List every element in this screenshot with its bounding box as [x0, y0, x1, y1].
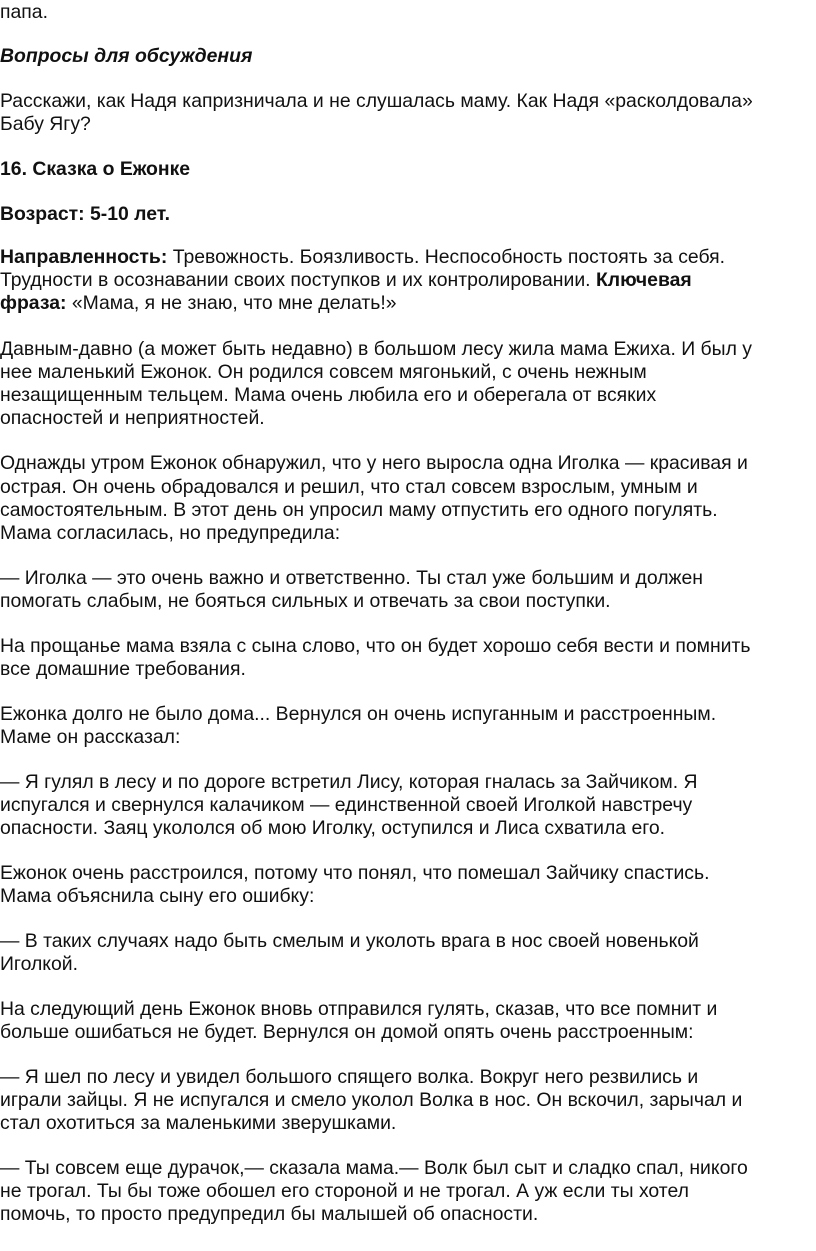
text-line: нее маленький Ежонок. Он родился совсем мягонький, с очень нежным: [0, 361, 647, 383]
text-line: Однажды утром Ежонок обнаружил, что у него выросла одна Иголка — красивая и: [0, 452, 748, 474]
text-line: все домашние требования.: [0, 658, 246, 680]
direction-line: [0, 245, 725, 269]
text-line: — Я гулял в лесу и по дороге встретил Лису, которая гналась за Зайчиком. Я: [0, 771, 698, 793]
text-line: Расскажи, как Надя капризничала и не слушалась маму. Как Надя «расколдовала»: [0, 90, 753, 112]
text-line: играли зайцы. Я не испугался и смело уколол Волка в нос. Он вскочил, зарычал и: [0, 1089, 743, 1111]
key-phrase-label: Ключевая: [595, 269, 692, 291]
text-line: не трогал. Ты бы тоже обошел его стороной и не трогал. А уж если ты хотел: [0, 1180, 689, 1202]
direction-label: Направленность:: [0, 246, 168, 268]
key-phrase-line: [0, 291, 397, 315]
text-line: помочь, то просто предупредил бы малышей об опасности.: [0, 1203, 539, 1225]
text-line: Иголкой.: [0, 953, 78, 975]
text-line: — В таких случаях надо быть смелым и уколоть врага в нос своей новенькой: [0, 930, 699, 952]
key-phrase-label: фраза:: [0, 292, 67, 314]
tale-title: 16. Сказка о Ежонке: [0, 158, 191, 180]
questions-heading: Вопросы для обсуждения: [0, 45, 253, 67]
key-phrase-text: «Мама, я не знаю, что мне делать!»: [66, 292, 397, 314]
text-line: Мама объяснила сыну его ошибку:: [0, 885, 315, 907]
text-line: незащищенным тельцем. Мама очень любила его и оберегала от всяких: [0, 384, 657, 406]
text-line: помогать слабым, не бояться сильных и отвечать за свои поступки.: [0, 590, 611, 612]
text-line: папа.: [0, 1, 48, 23]
text-line: опасностей и неприятностей.: [0, 407, 265, 429]
direction-text: Тревожность. Боязливость. Неспособность постоять за себя.: [167, 246, 726, 268]
text-line: Давным-давно (а может быть недавно) в большом лесу жила мама Ежиха. И был у: [0, 338, 753, 360]
text-line: — Я шел по лесу и увидел большого спящего волка. Вокруг него резвились и: [0, 1066, 699, 1088]
direction-text: Трудности в осознавании своих поступков и их контролировании.: [0, 269, 596, 291]
text-line: стал охотиться за маленькими зверушками.: [0, 1112, 397, 1134]
text-line: самостоятельным. В этот день он упросил маму отпустить его одного погулять.: [0, 499, 718, 521]
text-line: На прощанье мама взяла с сына слово, что он будет хорошо себя вести и помнить: [0, 635, 751, 657]
text-line: Бабу Ягу?: [0, 113, 91, 135]
text-line: — Иголка — это очень важно и ответственно. Ты стал уже большим и должен: [0, 567, 703, 589]
direction-line: [0, 268, 692, 292]
text-line: Ежонка долго не было дома... Вернулся он очень испуганным и расстроенным.: [0, 703, 717, 725]
text-line: Маме он рассказал:: [0, 726, 181, 748]
text-line: опасности. Заяц укололся об мою Иголку, оступился и Лиса схватила его.: [0, 817, 666, 839]
text-line: Ежонок очень расстроился, потому что понял, что помешал Зайчику спастись.: [0, 862, 710, 884]
text-line: — Ты совсем еще дурачок,— сказала мама.— Волк был сыт и сладко спал, никого: [0, 1157, 748, 1179]
text-line: На следующий день Ежонок вновь отправился гулять, сказав, что все помнит и: [0, 998, 718, 1020]
text-line: острая. Он очень обрадовался и решил, что стал совсем взрослым, умным и: [0, 476, 698, 498]
text-line: больше ошибаться не будет. Вернулся он домой опять очень расстроенным:: [0, 1021, 694, 1043]
text-line: Мама согласилась, но предупредила:: [0, 522, 341, 544]
text-line: испугался и свернулся калачиком — единственной своей Иголкой навстречу: [0, 794, 693, 816]
age-line: Возраст: 5-10 лет.: [0, 203, 170, 225]
